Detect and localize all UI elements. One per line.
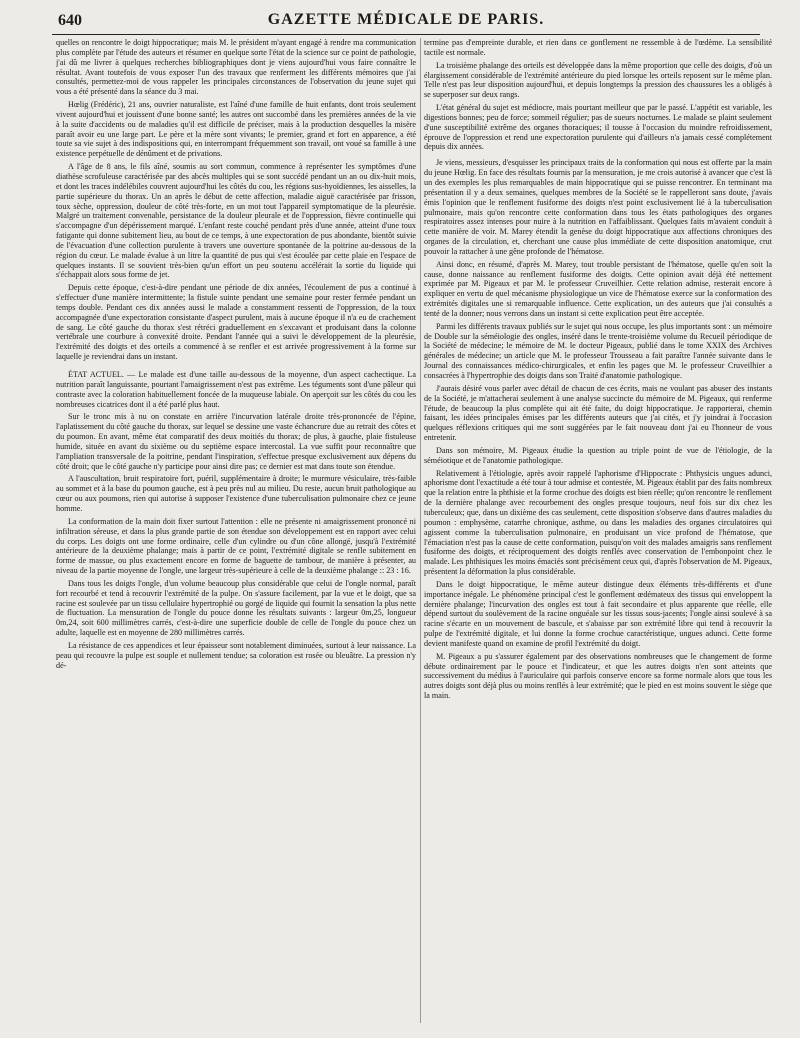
paragraph: Dans le doigt hippocratique, le même auteur distingue deux éléments très-différents et d'une importance inégale. Le phénomène principal c'est le gonflement œdémateux des tissus qui enveloppent la dernière phalange; l'incurvation des ongles est tout à fait secondaire et plus apparente que réelle, elle dépend surtout du soulèvement de la racine onguéale sur les tissus sous-jacents; l'ongle ainsi soulevé à sa racine s'écarte en un mouvement de bascule, et s'abaisse par son extrémité libre qui tend à recouvrir la pulpe de l'extrémité digitale, et lui donne la forme crochue caractéristique, ungues adunci. Cette forme devient manifeste quand on examine de profil l'extrémité du doigt. [424, 579, 772, 648]
paragraph: M. Pigeaux a pu s'assurer également par des observations nombreuses que le changement de forme débute ordinairement par le pouce et l'indicateur, et que les autres doigts n'en sont atteints que successivement du médius à l'auriculaire qui parfois conserve encore sa forme normale alors que tous les autres doigts sont déjà plus ou moins renflés à leur extrémité; que le pied en est moins souvent le siège que la main. [424, 651, 772, 701]
column-divider [420, 38, 421, 1023]
right-text-column [424, 38, 772, 1028]
paragraph: Je viens, messieurs, d'esquisser les principaux traits de la conformation qui nous est offerte par la main du jeune Hœlig. En face des résultats fournis par la mensuration, je me crois autorisé à avancer que c'est là un des exemples les plus remarquables de main hippocratique qui se puisse rencontrer. En terminant ma présentation il y a deux semaines, quelques membres de la Société se le rappelleront sans doute, j'avais émis l'opinion que le renflement fusiforme des doigts n'est point exclusivement lié à la tuberculisation pulmonaire, mais qu'on rencontre cette conformation dans tous les états pathologiques des organes respiratoires assez intenses pour nuire à la nutrition en l'affaiblissant. Quelques faits m'avaient conduit à cette manière de voir. M. Marey étendit la genèse du doigt hippocratique aux affections chroniques des organes de la circulation, et, cherchant une cause plus immédiate de cette disposition anatomique, crut pouvoir la rattacher à une gêne profonde de l'hématose. [424, 158, 772, 256]
journal-title: GAZETTE MÉDICALE DE PARIS. [267, 11, 545, 28]
page-number: 640 [58, 12, 82, 29]
paragraph: quelles on rencontre le doigt hippocratique; mais M. le président m'ayant engagé à rendre ma communication plus complète par l'étude des auteurs et résumer en quelque sorte l'état de la science sur ce point de pathologie, j'ai dû me livrer à quelques recherches bibliographiques dont je viens aujourd'hui vous faire connaître le résultat. Avant toutefois de vous exposer l'un des travaux que renferment les différents mémoires que j'ai consultés, permettez-moi de vous rappeler les principales circonstances de l'observation du jeune sujet qui vous a été présenté dans la séance du 3 mai. [56, 38, 416, 97]
paragraph: A l'âge de 8 ans, le fils aîné, soumis au sort commun, commence à représenter les symptômes d'une diathèse scrofuleuse caractérisée par des abcès multiples qui se sont succédé pendant un an ou dix-huit mois, et dont les traces indélébiles couvrent aujourd'hui les côtés du cou, les régions sus-hyoïdiennes, les aisselles, la partie supérieure du thorax. Un an après le début de cette affection, maladie aiguë caractérisée par frisson, toux sèche, oppression, douleur de côté très-forte, en un mot tout l'appareil symptomatique de la pleurésie. Malgré un traitement convenable, persistance de la douleur pleurale et de l'oppression, fièvre continuelle qui s'accompagne d'un dépérissement marqué. L'enfant reste couché pendant près d'une année, atteint d'une toux fatigante qui donne subitement lieu, au bout de ce temps, à une expectoration de pus abondante, bientôt suivie de l'évacuation d'une collection purulente à travers une ouverture spontanée de la poitrine au-dessous de la région du cœur. Le malade évalue à un litre la quantité de pus qui s'est écoulée par cette plaie en l'espace de quelques instants. Il se souvient très-bien qu'un effort un peu soutenu accélérait la sortie du liquide qui s'échappait alors sous forme de jet. [56, 162, 416, 280]
paragraph: L'état général du sujet est médiocre, mais pourtant meilleur que par le passé. L'appétit est variable, les digestions bonnes; peu de force; sommeil régulier; pas de sueurs nocturnes. Le malade se plaint seulement d'une susceptibilité extrême des organes thoraciques; il tousse à l'occasion du moindre refroidissement, éprouve de l'oppression et rend une expectoration purulente qui d'ailleurs n'a jamais cessé complétement depuis dix années. [424, 103, 772, 152]
paragraph: Parmi les différents travaux publiés sur le sujet qui nous occupe, les plus importants sont : un mémoire de Double sur la séméiologie des ongles, inséré dans le trente-troisième volume du Recueil périodique de la Société de médecine; le mémoire de M. le docteur Pigeaux, publié dans le tome XXIX des Archives générales de médecine; un article que M. le professeur Trousseau a fait paraître l'année suivante dans le Journal des connaissances médico-chirurgicales, et enfin les pages que M. le professeur Cruveilhier a consacrées à l'hypertrophie des doigts dans son Traité d'anatomie pathologique. [424, 321, 772, 380]
page-header [52, 8, 760, 35]
paragraph: termine pas d'empreinte durable, et rien dans ce gonflement ne ressemble à de l'œdème. La sensibilité tactile est normale. [424, 38, 772, 57]
paragraph: Sur le tronc mis à nu on constate en arrière l'incurvation latérale droite très-prononcée de l'épine, l'aplatissement du côté gauche du thorax, sur lequel se dessine une vaste échancrure due au retrait des côtes et du poumon. En avant, même état comparatif des deux moitiés du thorax; de plus, à gauche, plaie fistuleuse humide, située en avant du sixième ou du septième espace intercostal. La vue suffit pour reconnaître que l'ampliation transversale de la poitrine, pendant l'inspiration, s'effectue presque exclusivement aux dépens du côté droit; que le côté gauche n'y participe pour ainsi dire pas; ce dernier est mat dans toute son étendue. [56, 412, 416, 471]
paragraph: Depuis cette époque, c'est-à-dire pendant une période de dix années, l'écoulement de pus a continué à s'effectuer d'une manière intermittente; la fistule suinte pendant une semaine pour rester fermée pendant un temps double. Pendant ces dix années aussi le malade a constamment ressenti de l'oppression, de la toux accompagnée d'une expectoration consistante d'aspect purulent, mais à aucune époque il n'a eu de crachement de sang. Le côté gauche du thorax s'est rétréci graduellement en s'excavant et produisant dans la colonne vertébrale une courbure à convexité droite. Pendant l'année qui a suivi le développement de la pleurésie, l'extrémité des doigts et des orteils a commencé à se renfler et est arrivée progressivement à la forme sur laquelle je reviendrai dans un instant. [56, 283, 416, 362]
paragraph: La conformation de la main doit fixer surtout l'attention : elle ne présente ni amaigrissement prononcé ni infiltration séreuse, et dans la plus grande partie de son étendue son développement est en rapport avec celui du corps. Les doigts ont une forme ordinaire, celle d'un cylindre ou d'un cône allongé, jusqu'à l'extrémité antérieure de la deuxième phalange; mais à partir de ce point, l'extrémité digitale se renfle subitement en forme de massue, ou plus exactement encore en forme de baguette de tambour, de manière à présenter, au niveau de la partie moyenne de l'ongle, une largeur très-supérieure à celle de la deuxième phalange :: 23 : 16. [56, 516, 416, 576]
paragraph: Relativement à l'étiologie, après avoir rappelé l'aphorisme d'Hippocrate : Phthysicis ungues adunci, aphorisme dont l'exactitude a été tour à tour admise et contestée, M. Pigeaux établit par des faits nombreux que la relation entre la phthisie et la forme crochue des doigts est bien réelle; qu'on rencontre le renflement de la dernière phalange avec recourbement des ongles presque toujours, neuf fois sur dix chez les tuberculeux; que, dans un dixième des cas seulement, cette disposition s'observe dans d'autres maladies du poumon : emphysème, catarrhe chronique, asthme, ou dans les maladies des organes circulatoires qui agissent comme la tuberculisation pulmonaire, en produisant un vice profond de l'hématose, que l'émaciation n'est pas la cause de cette conformation, puisqu'on voit des malades amaigris sans renflement fusiforme des doigts, et réciproquement des doigts renflés avec conservation de l'embonpoint chez le malade. Les phthisiques les moins émaciés sont précisément ceux qui, d'après l'observation de M. Pigeaux, présentent la déformation la plus considérable. [424, 468, 772, 577]
paragraph: Ainsi donc, en résumé, d'après M. Marey, tout trouble persistant de l'hématose, quelle qu'en soit la cause, donne naissance au renflement fusiforme des doigts. Cette opinion avait déjà été nettement exprimée par M. Pigeaux et par M. le professeur Cruveilhier. Cette relation admise, resterait encore à expliquer en vertu de quel mécanisme physiologique un vice de l'hématose exerce sur la conformation des extrémités digitales une si remarquable influence. Cette explication, un des auteurs que j'ai consultés a tenté de la donner; nous verrons dans un instant si cette explication peut être acceptée. [424, 259, 772, 318]
paragraph: Dans son mémoire, M. Pigeaux étudie la question au triple point de vue de l'étiologie, de la séméiotique et de l'anatomie pathologique. [424, 445, 772, 465]
paragraph: Dans tous les doigts l'ongle, d'un volume beaucoup plus considérable que celui de l'ongle normal, paraît fort recourbé et tend à recouvrir l'extrémité de la pulpe. On s'assure facilement, par la vue et le doigt, que sa racine est soulevée par un tissu cellulaire hypertrophié ou gorgé de liquide qui fournit la sensation la plus nette de fluctuation. La mensuration de l'ongle du pouce donne les résultats suivants : largeur 0m,25, longueur 0m,24, soit 600 millimètres carrés, c'est-à-dire une superficie double de celle de l'ongle du pouce chez un adulte, laquelle est en moyenne de 280 millimètres carrés. [56, 578, 416, 638]
paragraph: La troisième phalange des orteils est développée dans la même proportion que celle des doigts, d'où un élargissement considérable de l'extrémité antérieure du pied lorsque les orteils reposent sur le même plan. Telle n'est pas leur disposition aujourd'hui, et depuis longtemps la pression des chaussures les a obligés à se superposer sur deux rangs. [424, 60, 772, 100]
paragraph: A l'auscultation, bruit respiratoire fort, puéril, supplémentaire à droite; le murmure vésiculaire, très-faible au sommet et à la base du poumon gauche, est à peu près nul au milieu. Du reste, aucun bruit pathologique au cœur ou aux poumons, rien qui autorise à supposer l'existence d'une tuberculisation pulmonaire chez ce jeune homme. [56, 474, 416, 513]
paragraph: J'aurais désiré vous parler avec détail de chacun de ces écrits, mais ne voulant pas abuser des instants de la Société, je m'attacherai seulement à une analyse succincte du mémoire de M. Pigeaux, qui renferme l'étude, de beaucoup la plus complète qui ait été faite, du doigt hippocratique. Je rapporterai, chemin faisant, les idées principales émises par les différents auteurs que j'ai cités, et j'y joindrai à l'occasion quelques réflexions critiques qui me sont suggérées par le fait nouveau dont j'ai eu l'honneur de vous entretenir. [424, 383, 772, 443]
left-text-column [56, 38, 416, 1028]
paragraph: La résistance de ces appendices et leur épaisseur sont notablement diminuées, surtout à leur naissance. La peau qui recouvre la pulpe est souple et nullement tendue; sa coloration est rosée ou bleuâtre. La pression n'y dé- [56, 640, 416, 670]
paragraph: Hœlig (Frédéric), 21 ans, ouvrier naturaliste, est l'aîné d'une famille de huit enfants, dont trois seulement vivent aujourd'hui et jouissent d'une bonne santé; les autres ont succombé dans les premières années de la vie à la suite d'accidents ou de maladies qu'il est difficile de préciser, mais à la production desquelles la misère paraît avoir eu une large part. Le père et la mère sont vivants; le premier, grand et fort en apparence, a été toute sa vie sujet à des indispositions qui, en interrompant fréquemment son travail, ont voué sa famille à une existence perpétuelle de dénûment et de privations. [56, 100, 416, 159]
paragraph: ÉTAT ACTUEL. — Le malade est d'une taille au-dessous de la moyenne, d'un aspect cachectique. La nutrition paraît languissante, pourtant l'amaigrissement n'est pas extrême. Les téguments sont d'une pâleur qui contraste avec la coloration habituellement foncée de la muqueuse labiale. On aperçoit sur les côtés du cou les nombreuses cicatrices dont il a été parlé plus haut. [56, 370, 416, 409]
